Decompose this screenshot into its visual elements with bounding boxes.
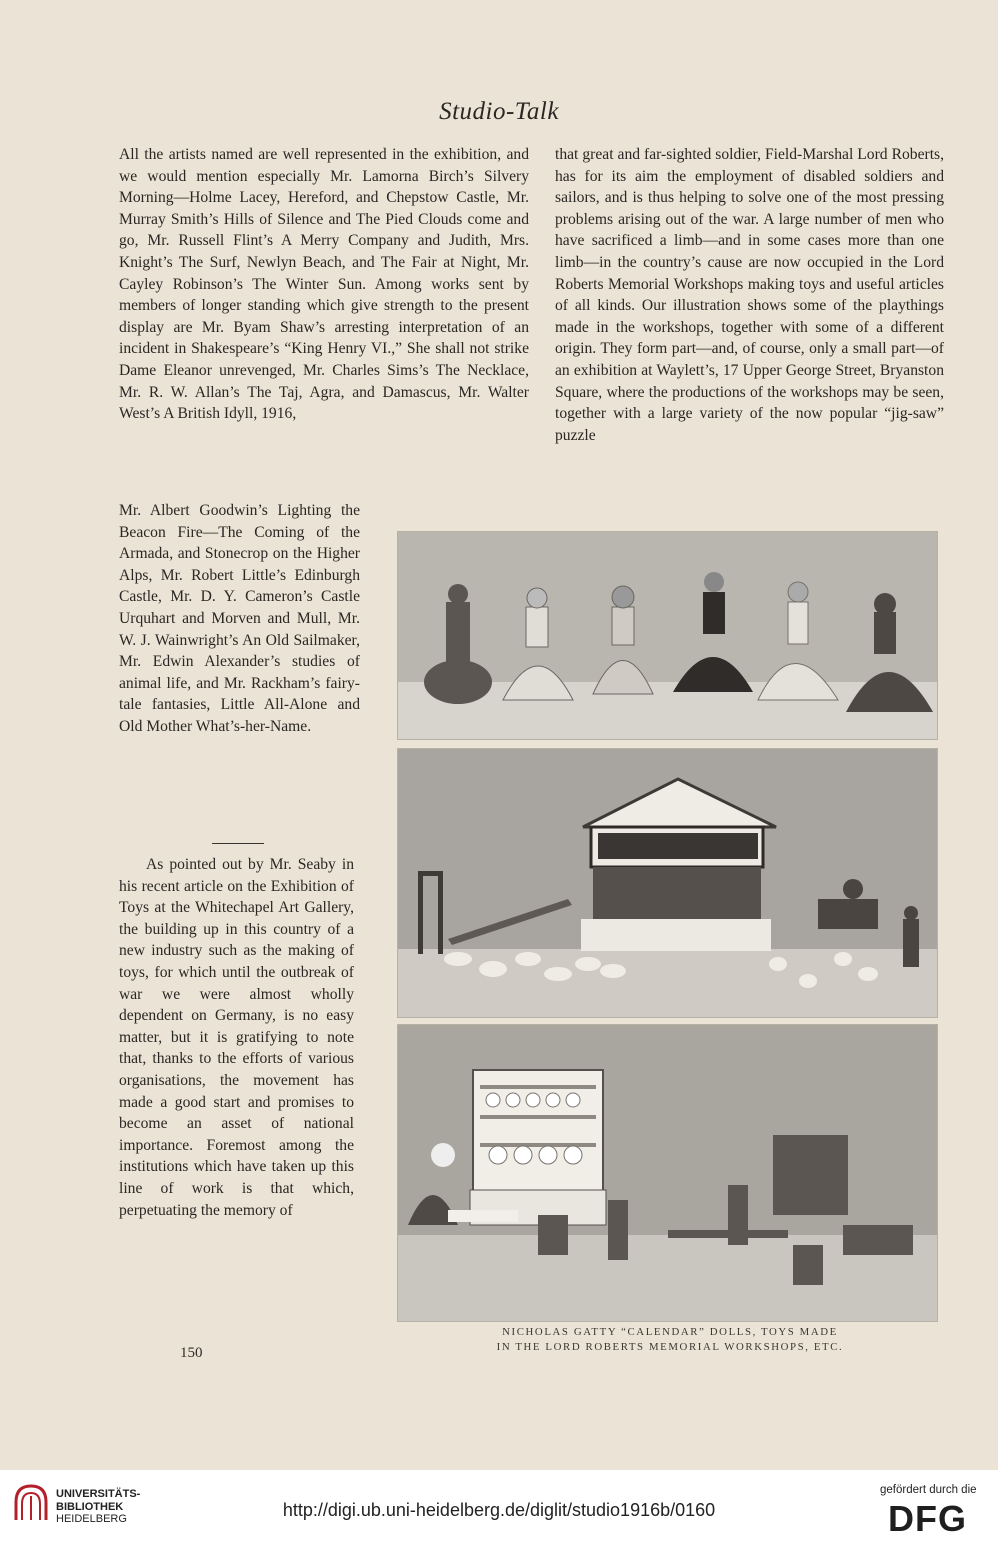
library-line: BIBLIOTHEK (56, 1500, 124, 1513)
paragraph: All the artists named are well represented in the exhibition, and we would mention especially Mr. Lamorna Birch’s Silvery Morning—Holme Lacey, Hereford, and Chepstow Castle, Mr. Murray Smith’s Hills of Silence and The Pied Clouds come and go, Mr. Russell Flint’s A Merry Company and Judith, Mrs. Knight’s The Surf, Newlyn Beach, and The Fair at Night, Mr. Cayley Robinson’s The Winter Sun. Among works sent by members of longer standing which give strength to the present display are Mr. Byam Shaw’s arresting interpretation of an incident in Shakespeare’s “King Henry VI.,” She shall not strike Dame Eleanor unrevenged, Mr. Charles Sims’s The Necklace, Mr. R. W. Allan’s The Taj, Agra, and Damascus, Mr. Walter West’s A British Idyll, 1916, (119, 146, 529, 423)
paragraph: As pointed out by Mr. Seaby in his recent article on the Exhibition of Toys at the Whitechapel Art Gallery, the building up in this country of a new industry such as the making of toys, for which until the outbreak of war we were almost wholly dependent on Germany, is no easy matter, but it is gratifying to note that, thanks to the efforts of various organisations, the movement has made a good start and promises to become an asset of national importance. Foremost among the institutions which have taken up this line of work is that which, perpetuating the memory of (119, 856, 354, 1219)
library-line: UNIVERSITÄTS- (56, 1488, 141, 1500)
caption-line-1: NICHOLAS GATTY “CALENDAR” DOLLS, TOYS MADE (502, 1326, 838, 1338)
photo-workshop-toys (397, 748, 938, 1018)
left-column-top (119, 144, 529, 425)
left-column-second (119, 854, 354, 1221)
right-column (555, 144, 944, 446)
funding-label: gefördert durch die (880, 1484, 977, 1496)
photo-toy-furniture (397, 1024, 938, 1322)
page-number: 150 (180, 1345, 203, 1361)
figure-caption (420, 1325, 920, 1355)
viewer-footer (0, 1470, 998, 1542)
paragraph: that great and far-sighted soldier, Field-Marshal Lord Roberts, has for its aim the employment of disabled soldiers and sailors, and is thus helping to solve one of the most pressing problems arising out of the war. A large number of men who have sacrificed a limb—and in some cases more than one limb—in the country’s cause are now occupied in the Lord Roberts Memorial Workshops making toys and useful articles of all kinds. Our illustration shows some of the playthings made in the workshops, together with some of a different origin. They form part—and, of course, only a small part—of an exhibition at Waylett’s, 17 Upper George Street, Bryanston Square, where the productions of the workshops may be seen, together with a large variety of the now popular “jig-saw” puzzle (555, 146, 944, 444)
section-divider (212, 843, 264, 844)
dfg-logo: DFG (888, 1498, 967, 1539)
library-name (56, 1488, 140, 1526)
photo-calendar-dolls (397, 531, 938, 740)
running-head: Studio-Talk (439, 98, 559, 125)
permalink[interactable]: http://digi.ub.uni-heidelberg.de/diglit/studio1916b/0160 (282, 1500, 716, 1520)
university-seal-icon (12, 1482, 50, 1529)
library-line: HEIDELBERG (56, 1513, 127, 1525)
paragraph: Mr. Albert Goodwin’s Lighting the Beacon Fire—The Coming of the Armada, and Stonecrop on the Higher Alps, Mr. Robert Little’s Edinburgh Castle, Mr. D. Y. Cameron’s Castle Urquhart and Morven and Mull, Mr. W. J. Wainwright’s An Old Sailmaker, Mr. Edwin Alexander’s studies of animal life, and Mr. Rackham’s fairy-tale fantasies, Little All-Alone and Old Mother What’s-her-Name. (119, 502, 360, 735)
left-column-narrow (119, 500, 360, 738)
caption-line-2: IN THE LORD ROBERTS MEMORIAL WORKSHOPS, ETC. (496, 1341, 844, 1353)
